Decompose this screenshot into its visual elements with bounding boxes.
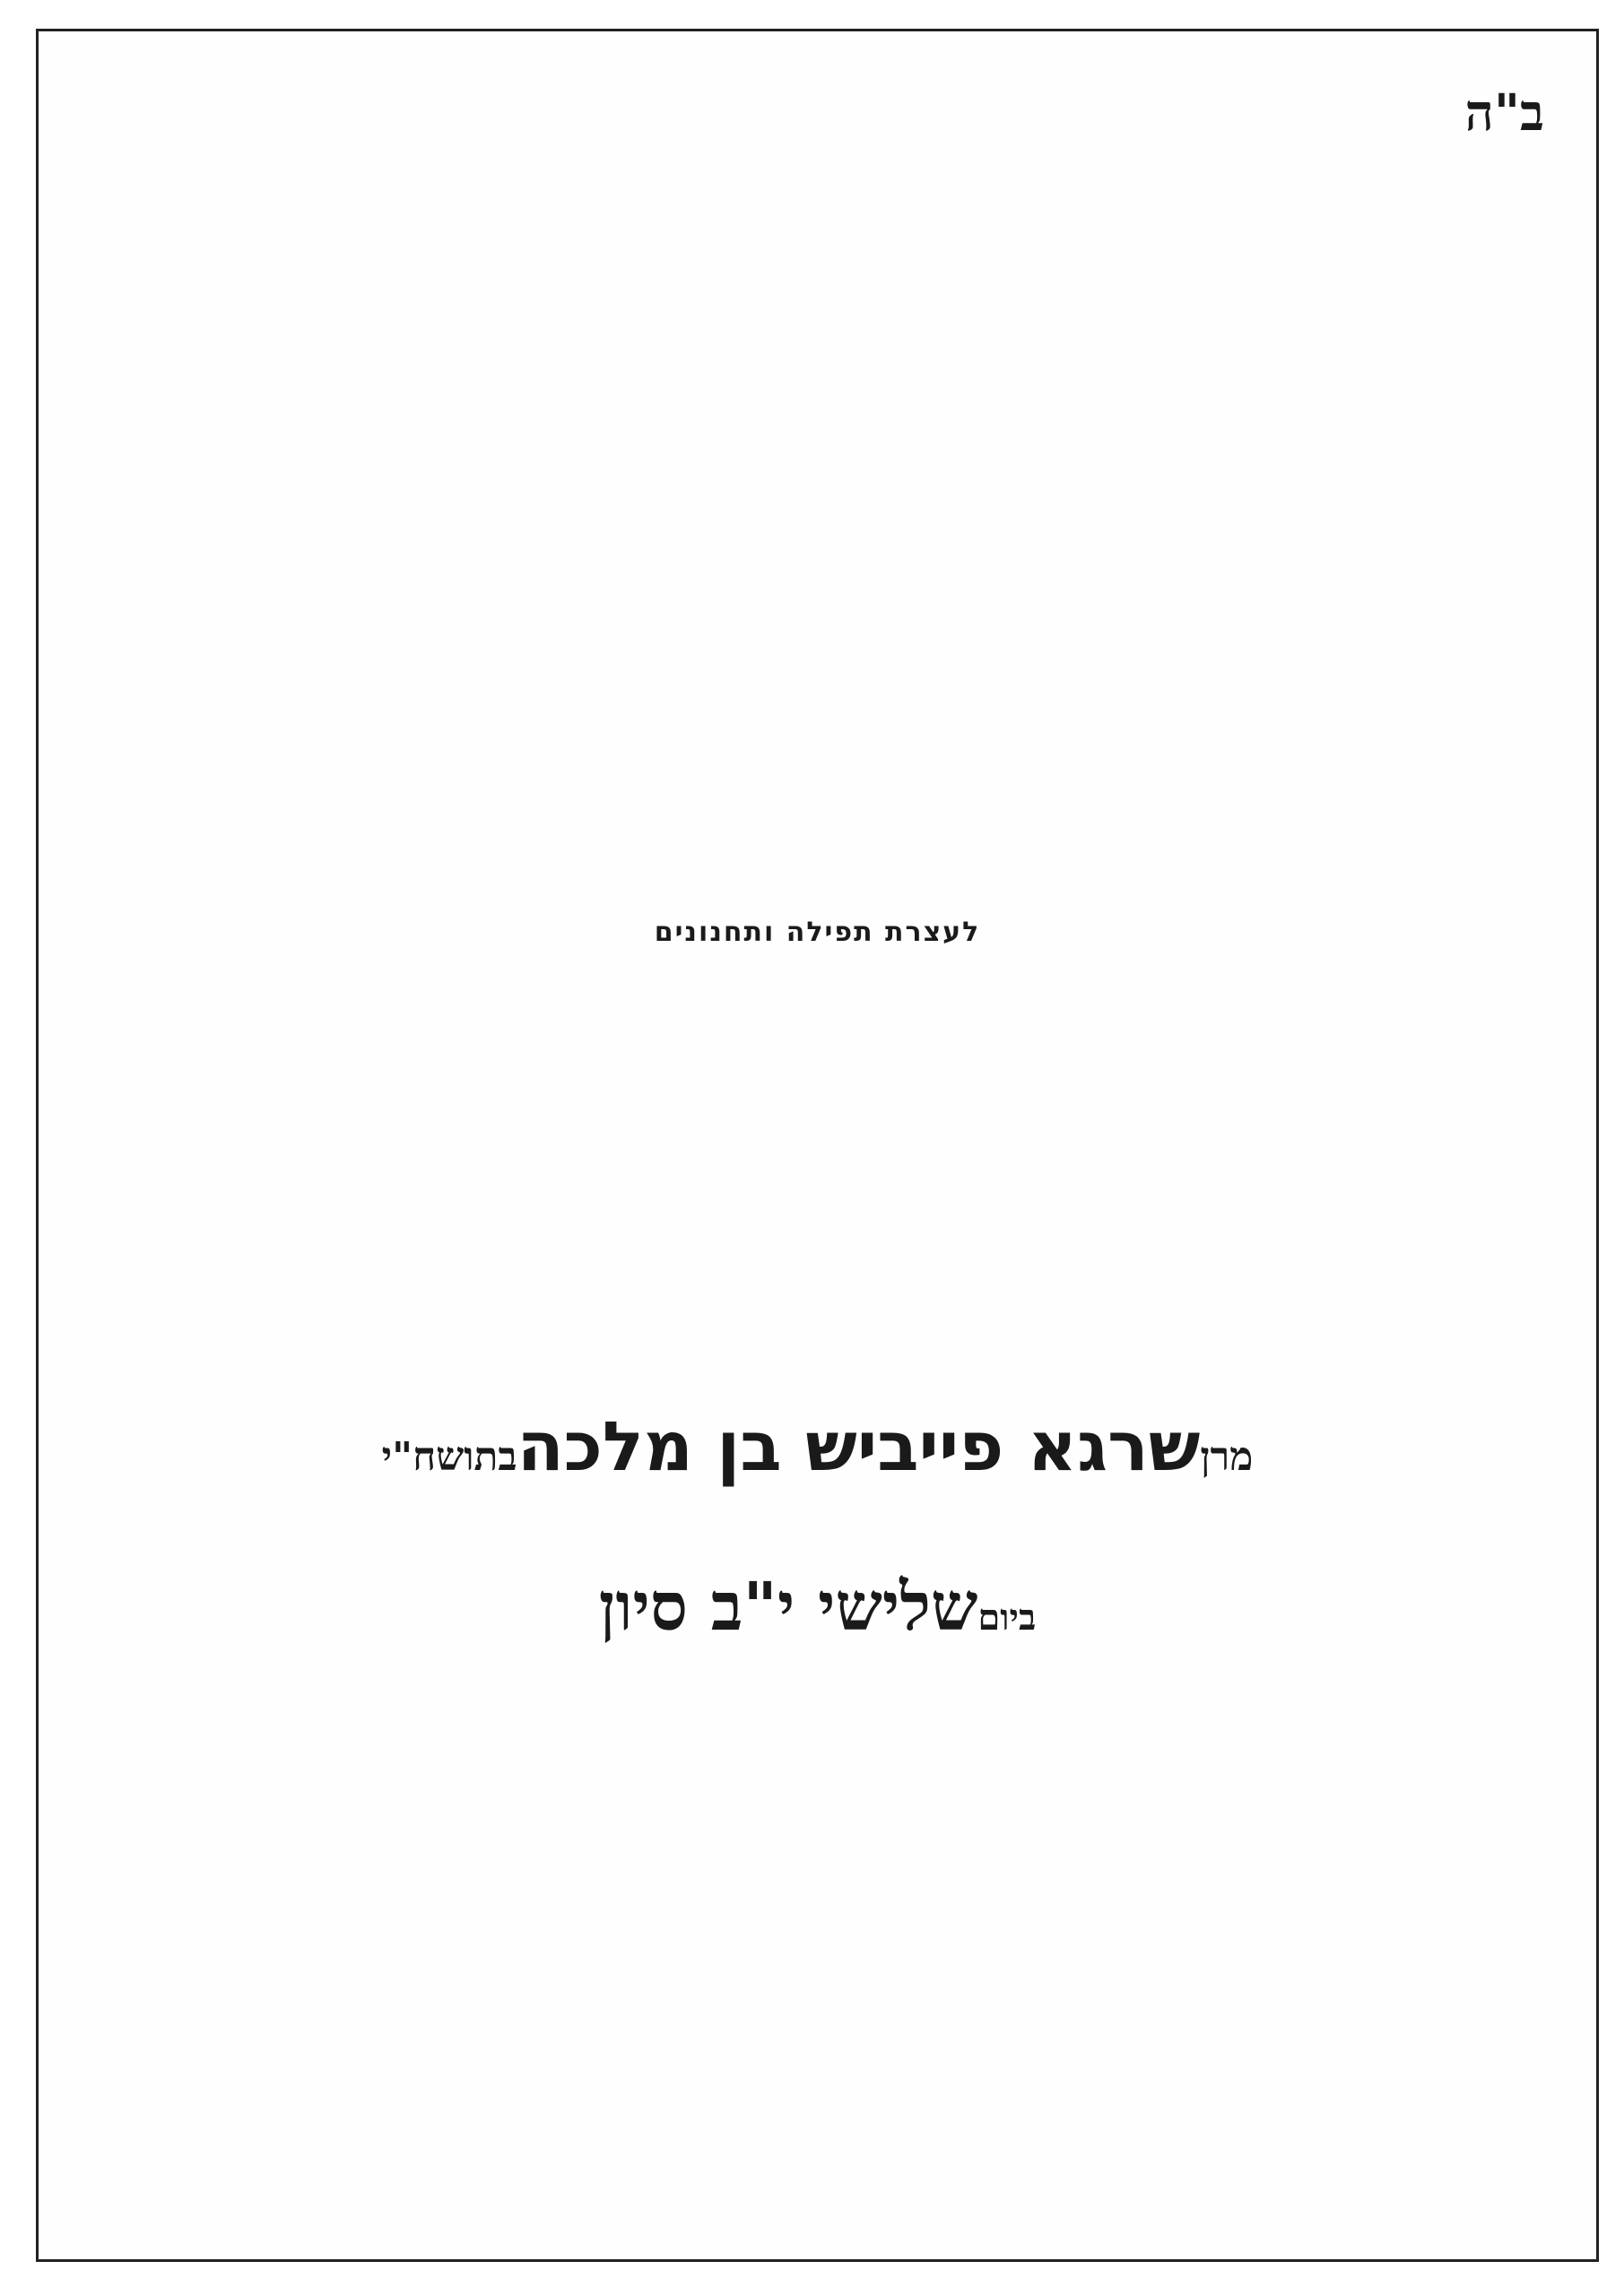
event-headline: לעצרת תפילה ותחנונים — [654, 917, 981, 948]
patient-prefix: מרן — [1200, 1434, 1254, 1480]
patient-name: שרגא פייביש בן מלכה — [517, 1406, 1201, 1486]
date-line — [39, 1569, 1596, 1646]
poster-frame — [36, 29, 1599, 2262]
date-value: שלישי י"ב סיון — [598, 1569, 978, 1646]
date-prefix: ביום — [977, 1596, 1037, 1639]
header-mark: ב"ה — [1464, 83, 1544, 143]
patient-suffix: בתושח"י — [381, 1434, 517, 1480]
patient-name-line — [39, 1406, 1596, 1486]
